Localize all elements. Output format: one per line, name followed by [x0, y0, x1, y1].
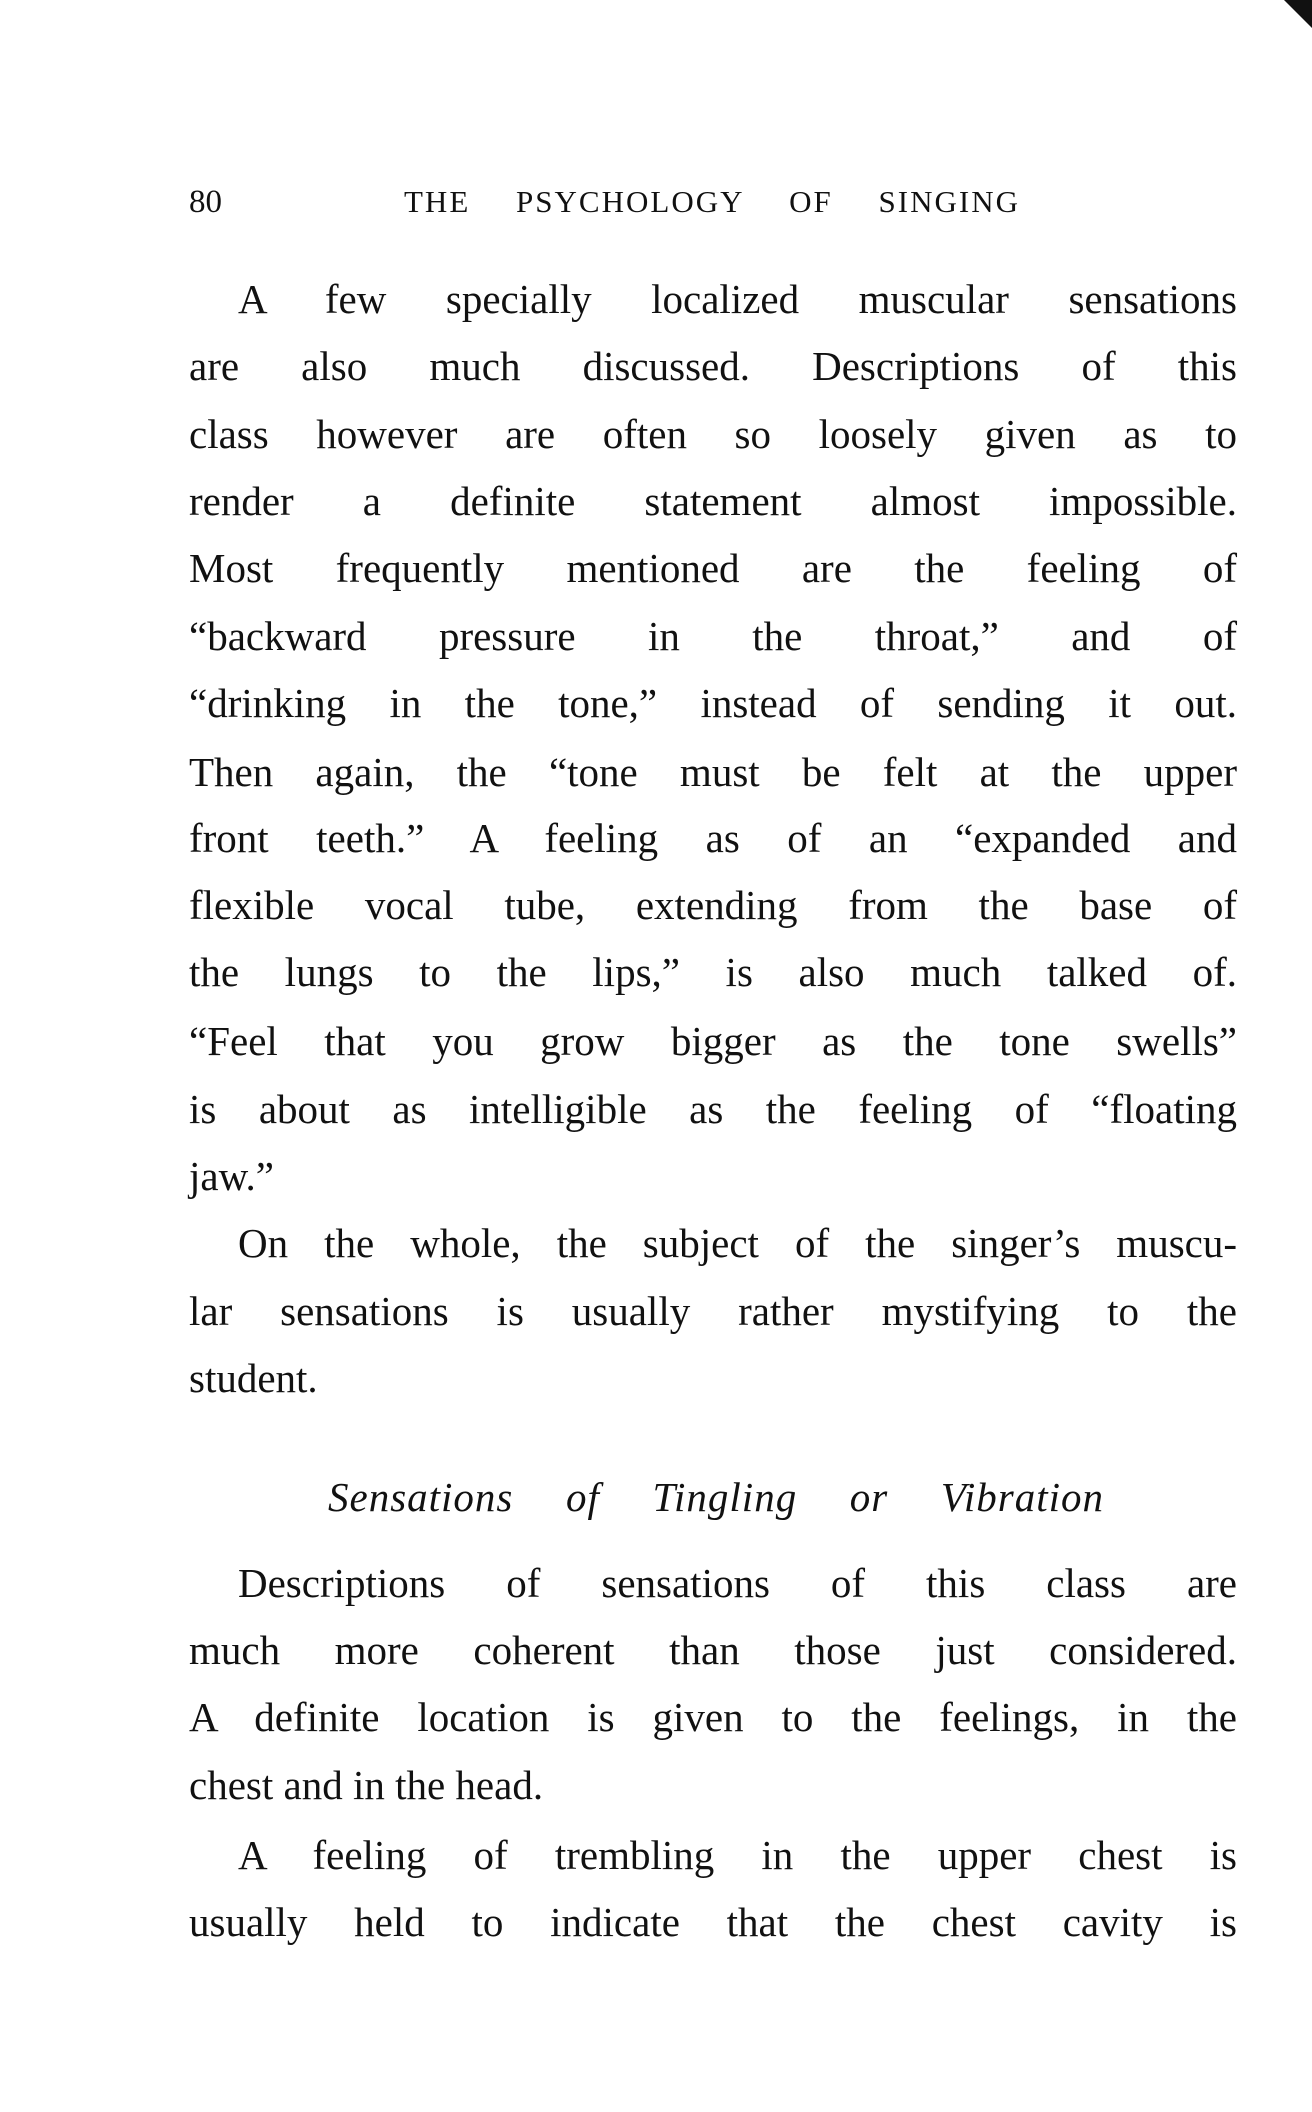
text-line: front teeth.” A feeling as of an “expanded and — [189, 815, 1237, 861]
text-line: student. — [189, 1355, 318, 1401]
running-title: THE PSYCHOLOGY OF SINGING — [404, 184, 1020, 219]
text-line: much more coherent than those just considered. — [189, 1627, 1237, 1673]
text-line: class however are often so loosely given as to — [189, 411, 1237, 457]
text-line: A few specially localized muscular sensations — [238, 276, 1237, 322]
text-line: Most frequently mentioned are the feeling of — [189, 545, 1237, 591]
text-line: chest and in the head. — [189, 1762, 544, 1808]
text-line: Then again, the “tone must be felt at the upper — [189, 749, 1237, 795]
text-line: “backward pressure in the throat,” and of — [189, 613, 1237, 659]
text-line: lar sensations is usually rather mystifying to the — [189, 1288, 1237, 1334]
text-line: A definite location is given to the feelings, in the — [189, 1694, 1237, 1740]
page-number: 80 — [189, 184, 222, 220]
text-line: On the whole, the subject of the singer’s muscu- — [238, 1220, 1237, 1266]
text-line: “Feel that you grow bigger as the tone swells” — [189, 1018, 1237, 1064]
text-line: usually held to indicate that the chest cavity is — [189, 1899, 1237, 1945]
text-line: Descriptions of sensations of this class are — [238, 1560, 1237, 1606]
text-line: is about as intelligible as the feeling of “floating — [189, 1086, 1237, 1132]
text-line: are also much discussed. Descriptions of this — [189, 343, 1237, 389]
page-corner-mark — [1284, 0, 1312, 28]
text-line: render a definite statement almost impossible. — [189, 478, 1237, 524]
section-heading: Sensations of Tingling or Vibration — [328, 1474, 1104, 1520]
text-line: A feeling of trembling in the upper chest is — [238, 1832, 1237, 1878]
text-line: flexible vocal tube, extending from the base of — [189, 882, 1237, 928]
text-line: “drinking in the tone,” instead of sending it out. — [189, 680, 1237, 726]
text-line: jaw.” — [189, 1153, 274, 1199]
text-line: the lungs to the lips,” is also much talked of. — [189, 949, 1237, 995]
